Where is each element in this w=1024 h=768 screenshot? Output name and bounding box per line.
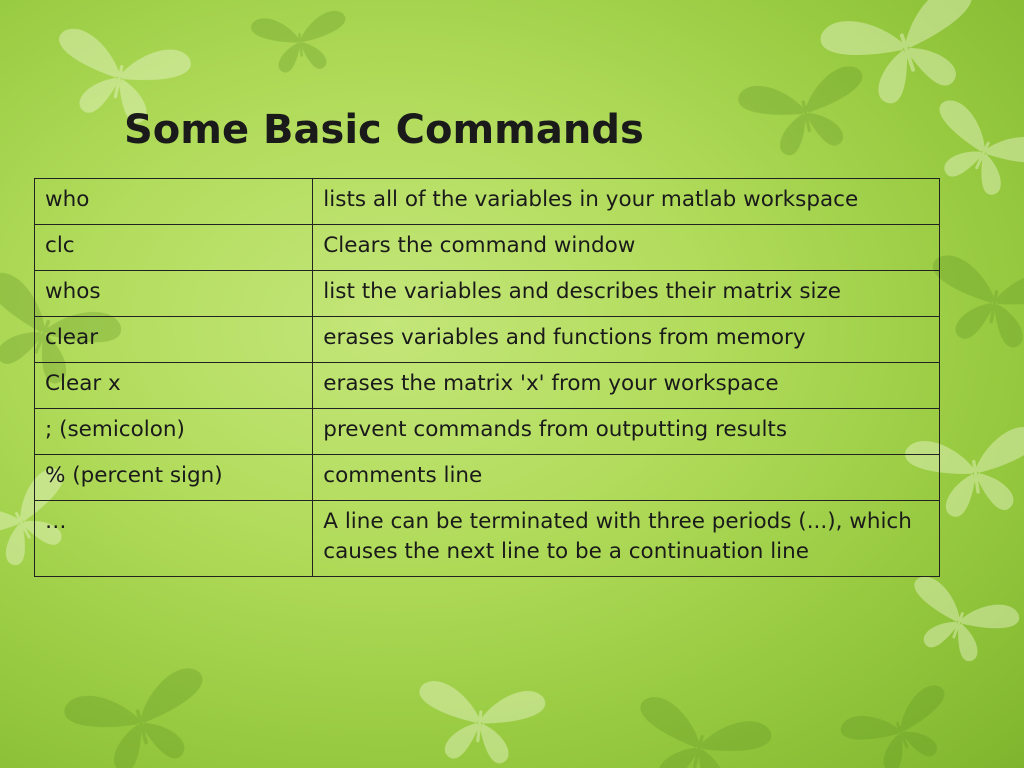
- command-cell: clc: [35, 225, 313, 271]
- table-row: [35, 317, 940, 363]
- description-cell: prevent commands from outputting results: [313, 409, 940, 455]
- table-row: [35, 409, 940, 455]
- table-row: [35, 363, 940, 409]
- table-row: [35, 225, 940, 271]
- command-cell: …: [35, 501, 313, 577]
- command-cell: clear: [35, 317, 313, 363]
- table-row: [35, 455, 940, 501]
- description-cell: Clears the command window: [313, 225, 940, 271]
- description-cell: erases the matrix 'x' from your workspace: [313, 363, 940, 409]
- description-cell: lists all of the variables in your matlab workspace: [313, 179, 940, 225]
- description-cell: comments line: [313, 455, 940, 501]
- command-cell: whos: [35, 271, 313, 317]
- description-cell: erases variables and functions from memory: [313, 317, 940, 363]
- command-cell: Clear x: [35, 363, 313, 409]
- slide-title: Some Basic Commands: [124, 107, 644, 153]
- table-row: [35, 271, 940, 317]
- command-cell: who: [35, 179, 313, 225]
- commands-table: [34, 178, 940, 577]
- table-row: [35, 179, 940, 225]
- description-cell: list the variables and describes their matrix size: [313, 271, 940, 317]
- table-row: [35, 501, 940, 577]
- description-cell: A line can be terminated with three periods (...), which causes the next line to be a continuation line: [313, 501, 940, 577]
- command-cell: % (percent sign): [35, 455, 313, 501]
- command-cell: ; (semicolon): [35, 409, 313, 455]
